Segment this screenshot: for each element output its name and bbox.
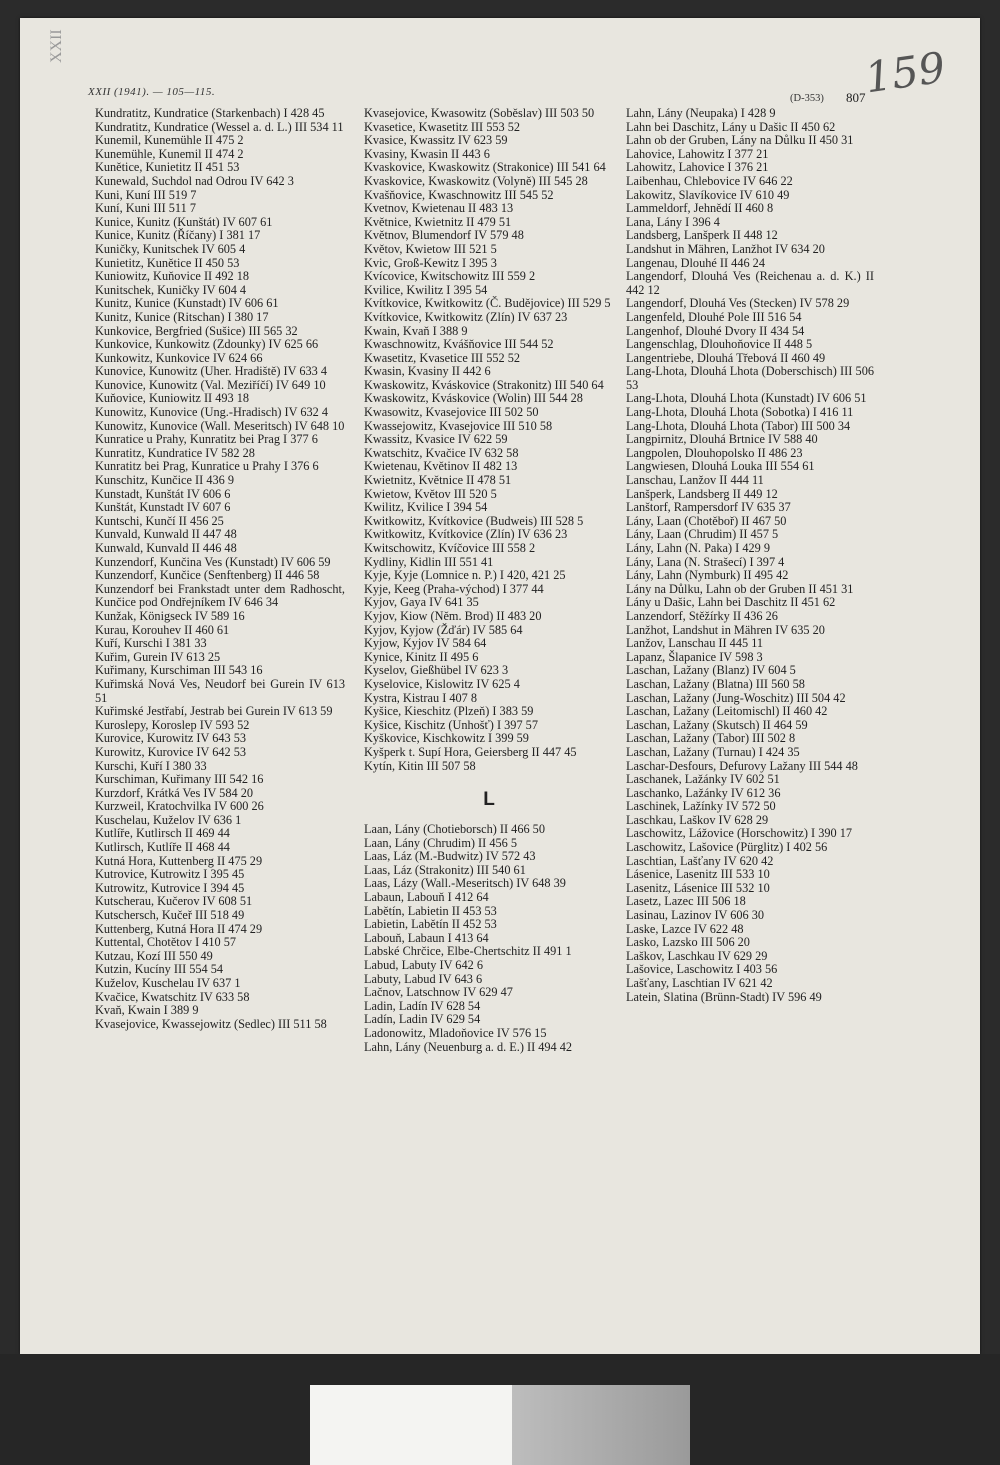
index-entry: Laschan, Lažany (Jung-Woschitz) III 504 42: [626, 690, 846, 705]
index-entry: Labuty, Labud IV 643 6: [364, 971, 483, 986]
index-entry: Kurzdorf, Krátká Ves IV 584 20: [95, 785, 254, 800]
index-entry: Kvic, Groß-Kewitz I 395 3: [364, 255, 497, 270]
index-entry: Kunratice u Prahy, Kunratitz bei Prag I 377 6: [95, 432, 318, 447]
index-entry: Kunratitz bei Prag, Kunratice u Prahy I 376 6: [95, 459, 319, 474]
section-letter: L: [483, 789, 495, 811]
index-entry: Lány, Laan (Chrudim) II 457 5: [626, 527, 779, 542]
index-entry: Laschkau, Laškov IV 628 29: [626, 812, 769, 827]
index-entry: Kwietnitz, Květnice II 478 51: [364, 473, 512, 488]
index-entry: Kunemil, Kunemühle II 475 2: [95, 133, 244, 148]
index-entry: Kyjow, Kyjov IV 584 64: [364, 636, 487, 651]
index-entry: Kunstadt, Kunštát IV 606 6: [95, 486, 231, 501]
index-entry: Kunzendorf, Kunčice (Senftenberg) II 446 58: [95, 568, 320, 583]
index-entry: Laas, Lázy (Wall.-Meseritsch) IV 648 39: [364, 876, 566, 891]
index-entry: Kwasin, Kvasiny II 442 6: [364, 364, 491, 379]
index-entry: Kuří, Kurschi I 381 33: [95, 636, 207, 651]
index-entry: Ladin, Ladín IV 628 54: [364, 998, 481, 1013]
index-entry: Kvasejovice, Kwasowitz (Soběslav) III 503 50: [364, 106, 595, 120]
index-entry: Kvašňovice, Kwaschnowitz III 545 52: [364, 187, 554, 202]
index-entry: Laschar-Desfours, Defurovy Lažany III 544 48: [626, 758, 858, 773]
index-entry: Kurschi, Kuří I 380 33: [95, 758, 207, 773]
index-entry: Langpirnitz, Dlouhá Brtnice IV 588 40: [626, 432, 818, 447]
index-entry: Langentriebe, Dlouhá Třebová II 460 49: [626, 350, 826, 365]
index-entry: Kunovice, Kunowitz (Val. Meziříčí) IV 649 10: [95, 377, 326, 392]
index-entry: Kwain, Kvaň I 388 9: [364, 323, 468, 338]
index-entry: Kuní, Kuni III 511 7: [95, 201, 196, 216]
index-entry: Kwitschowitz, Kvíčovice III 558 2: [364, 541, 536, 555]
index-entry: Kyselovice, Kislowitz IV 625 4: [364, 676, 520, 691]
index-entry: Kutlíře, Kutlirsch II 469 44: [95, 826, 230, 841]
index-entry: Lang-Lhota, Dlouhá Lhota (Kunstadt) IV 606 51: [626, 391, 867, 406]
index-entry: Labud, Labuty IV 642 6: [364, 958, 483, 973]
index-entry: Laas, Láz (M.-Budwitz) IV 572 43: [364, 849, 536, 864]
index-entry: Kuželov, Kuschelau IV 637 1: [95, 976, 241, 990]
index-entry: Kvasejovice, Kwassejowitz (Sedlec) III 511 58: [95, 1016, 327, 1031]
index-entry: Kunitschek, Kuničky IV 604 4: [95, 282, 247, 297]
index-entry: Kvítkovice, Kwitkowitz (Zlín) IV 637 23: [364, 309, 568, 324]
index-entry: Kutná Hora, Kuttenberg II 475 29: [95, 853, 263, 868]
index-entry: Kvasiny, Kwasin II 443 6: [364, 146, 490, 161]
index-entry: Kunemühle, Kunemil II 474 2: [95, 146, 244, 161]
index-entry: Laschan, Lažany (Leitomischl) II 460 42: [626, 704, 828, 719]
index-entry: Laschan, Lažany (Blatna) III 560 58: [626, 676, 805, 691]
index-entry: Laschanko, Lažánky IV 612 36: [626, 785, 781, 800]
column-2: [364, 107, 614, 1054]
index-entry: Kuňovice, Kuniowitz II 493 18: [95, 391, 250, 406]
index-entry: Langwiesen, Dlouhá Louka III 554 61: [626, 459, 815, 474]
index-entry: Laan, Lány (Chrudim) II 456 5: [364, 835, 517, 850]
index-entry: Langpolen, Dlouhopolsko II 486 23: [626, 445, 803, 460]
index-entry: Lány, Lana (N. Strašecí) I 397 4: [626, 554, 785, 569]
index-entry: Kunitz, Kunice (Kunstadt) IV 606 61: [95, 296, 279, 311]
index-entry: Langenschlag, Dlouhoňovice II 448 5: [626, 337, 813, 352]
index-entry: Labietin, Labětín II 452 53: [364, 917, 497, 932]
index-entry: Kurau, Korouhev II 460 61: [95, 622, 230, 637]
index-entry: Kundratitz, Kundratice (Wessel a. d. L.) III 534 11: [95, 119, 344, 134]
index-entry: Kunietitz, Kunětice II 450 53: [95, 255, 240, 270]
index-entry: Lanšperk, Landsberg II 449 12: [626, 486, 778, 501]
index-entry: Kutrovice, Kutrowitz I 395 45: [95, 867, 245, 882]
index-entry: Kundratitz, Kundratice (Starkenbach) I 428 45: [95, 106, 325, 120]
index-entry: Kynice, Kinitz II 495 6: [364, 649, 479, 664]
index-entry: Kvačice, Kwatschitz IV 633 58: [95, 989, 250, 1004]
index-entry: Kurzweil, Kratochvilka IV 600 26: [95, 799, 264, 814]
index-entry: Lahn, Lány (Neupaka) I 428 9: [626, 106, 776, 120]
index-entry: Latein, Slatina (Brünn-Stadt) IV 596 49: [626, 989, 822, 1004]
index-entry: Kwasowitz, Kvasejovice III 502 50: [364, 405, 539, 420]
index-entry: Květov, Kwietow III 521 5: [364, 241, 497, 256]
index-entry: Kurowitz, Kurovice IV 642 53: [95, 744, 247, 759]
index-entry: Laschan, Lažany (Blanz) IV 604 5: [626, 663, 796, 678]
index-entry: Kunzendorf bei Frankstadt unter dem Radhoscht, Kunčice pod Ondřejníkem IV 646 34: [95, 581, 345, 610]
index-entry: Lány u Dašic, Lahn bei Daschitz II 451 62: [626, 595, 836, 610]
index-entry: Kuřimská Nová Ves, Neudorf bei Gurein IV 613 51: [95, 676, 345, 705]
index-entry: Lasko, Lazsko III 506 20: [626, 935, 750, 950]
index-entry: Laškov, Laschkau IV 629 29: [626, 948, 768, 963]
index-entry: Kuntschi, Kunčí II 456 25: [95, 513, 224, 528]
index-entry: Kwaskowitz, Kváskovice (Wolin) III 544 28: [364, 391, 583, 406]
index-entry: Laas, Láz (Strakonitz) III 540 61: [364, 862, 526, 877]
index-entry: Kutrowitz, Kutrovice I 394 45: [95, 880, 245, 895]
index-entry: Květnov, Blumendorf IV 579 48: [364, 228, 524, 243]
index-entry: Kunovice, Kunowitz (Uher. Hradiště) IV 633 4: [95, 364, 327, 379]
index-entry: Kvaskovice, Kwaskowitz (Strakonice) III 541 64: [364, 160, 606, 175]
index-entry: Laschan, Lažany (Turnau) I 424 35: [626, 744, 800, 759]
index-entry: Kyjov, Gaya IV 641 35: [364, 595, 479, 610]
index-entry: Kyšice, Kieschitz (Plzeň) I 383 59: [364, 704, 534, 719]
index-entry: Lahn ob der Gruben, Lány na Důlku II 450 31: [626, 133, 854, 148]
index-entry: Lanžov, Lanschau II 445 11: [626, 636, 764, 651]
index-entry: Labouň, Labaun I 413 64: [364, 930, 489, 945]
index-entry: Kvítkovice, Kwitkowitz (Č. Budějovice) III 529 5: [364, 296, 611, 311]
index-entry: Lang-Lhota, Dlouhá Lhota (Sobotka) I 416 11: [626, 405, 854, 420]
index-entry: Ladonowitz, Mladoňovice IV 576 15: [364, 1026, 547, 1040]
index-entry: Laschowitz, Lážovice (Horschowitz) I 390 17: [626, 826, 853, 841]
index-entry: Kutlirsch, Kutlíře II 468 44: [95, 840, 230, 855]
index-entry: Lány na Důlku, Lahn ob der Gruben II 451 31: [626, 581, 854, 596]
index-entry: Kunštát, Kunstadt IV 607 6: [95, 500, 231, 515]
index-entry: Kuřimany, Kurschiman III 543 16: [95, 663, 263, 678]
index-entry: Kunewald, Suchdol nad Odrou IV 642 3: [95, 173, 294, 188]
index-entry: Lašovice, Laschowitz I 403 56: [626, 962, 778, 977]
index-entry: Lahn, Lány (Neuenburg a. d. E.) II 494 42: [364, 1039, 573, 1054]
index-entry: Kunkowitz, Kunkovice IV 624 66: [95, 350, 263, 365]
index-entry: Kuschelau, Kuželov IV 636 1: [95, 812, 242, 827]
index-entry: Kutzau, Kozí III 550 49: [95, 948, 213, 963]
index-entry: Langendorf, Dlouhá Ves (Stecken) IV 578 29: [626, 296, 850, 311]
index-entry: Lanschau, Lanžov II 444 11: [626, 473, 764, 488]
index-entry: Kwatschitz, Kvačice IV 632 58: [364, 445, 519, 460]
index-entry: Kvaskovice, Kwaskowitz (Volyně) III 545 28: [364, 173, 588, 188]
index-entry: Labaun, Labouň I 412 64: [364, 890, 489, 905]
index-entry: Kuni, Kuní III 519 7: [95, 187, 197, 202]
index-entry: Kuttental, Chotětov I 410 57: [95, 935, 237, 950]
index-entry: Lanžhot, Landshut in Mähren IV 635 20: [626, 622, 825, 637]
index-entry: Kytín, Kitin III 507 58: [364, 758, 476, 773]
calibration-card-white: [310, 1385, 512, 1465]
index-entry: Kyje, Keeg (Praha-východ) I 377 44: [364, 581, 544, 596]
index-entry: Langenhof, Dlouhé Dvory II 434 54: [626, 323, 805, 338]
index-entry: Laschinek, Lažínky IV 572 50: [626, 799, 776, 814]
index-entry: Lašťany, Laschtian IV 621 42: [626, 976, 773, 990]
index-entry: Lány, Laan (Chotěboř) II 467 50: [626, 513, 787, 528]
index-entry: Laschan, Lažany (Skutsch) II 464 59: [626, 717, 808, 732]
index-entry: Lakowitz, Slavíkovice IV 610 49: [626, 187, 790, 202]
index-entry: Kvilice, Kwilitz I 395 54: [364, 282, 488, 297]
index-entry: Kunitz, Kunice (Ritschan) I 380 17: [95, 309, 269, 324]
calibration-card-gray: [512, 1385, 690, 1465]
index-entry: Kurschiman, Kuřimany III 542 16: [95, 772, 264, 787]
index-entry: Kunowitz, Kunovice (Wall. Meseritsch) IV 648 10: [95, 418, 345, 433]
index-entry: Kvasetice, Kwasetitz III 553 52: [364, 119, 521, 134]
index-entry: Laschowitz, Lašovice (Pürglitz) I 402 56: [626, 840, 828, 855]
index-entry: Kunice, Kunitz (Kunštát) IV 607 61: [95, 214, 273, 229]
index-entry: Kvaň, Kwain I 389 9: [95, 1003, 199, 1018]
index-entry: Kunkovice, Kunkowitz (Zdounky) IV 625 66: [95, 337, 319, 352]
index-entry: Kvícovice, Kwitschowitz III 559 2: [364, 269, 536, 284]
index-entry: Kurovice, Kurowitz IV 643 53: [95, 731, 247, 746]
index-entry: Kwaschnowitz, Kvášňovice III 544 52: [364, 337, 554, 352]
index-entry: Lahowitz, Lahovice I 376 21: [626, 160, 769, 175]
index-entry: Kuroslepy, Koroslep IV 593 52: [95, 717, 250, 732]
index-entry: Landsberg, Lanšperk II 448 12: [626, 228, 778, 243]
index-entry: Kutzin, Kucíny III 554 54: [95, 962, 224, 977]
column-3: [626, 107, 874, 1004]
index-entry: Lasenitz, Lásenice III 532 10: [626, 880, 770, 895]
index-entry: Lasinau, Lazinov IV 606 30: [626, 908, 765, 923]
index-entry: Lanštorf, Rampersdorf IV 635 37: [626, 500, 791, 515]
index-entry: Kuttenberg, Kutná Hora II 474 29: [95, 921, 263, 936]
index-entry: Kyjov, Kyjow (Žďár) IV 585 64: [364, 622, 523, 637]
index-entry: Kuniowitz, Kuňovice II 492 18: [95, 269, 250, 284]
index-entry: Laschan, Lažany (Tabor) III 502 8: [626, 731, 796, 746]
index-entry: Kwaskowitz, Kváskovice (Strakonitz) III 540 64: [364, 377, 604, 392]
index-entry: Labské Chrčice, Elbe-Chertschitz II 491 1: [364, 944, 572, 959]
index-entry: Lány, Lahn (N. Paka) I 429 9: [626, 541, 770, 555]
margin-note: XXII: [48, 29, 65, 63]
index-entry: Langendorf, Dlouhá Ves (Reichenau a. d. K.) II 442 12: [626, 269, 874, 297]
index-entry: Kunwald, Kunvald II 446 48: [95, 541, 237, 555]
running-header: XXII (1941). — 105—115.: [88, 86, 216, 98]
index-entry: Lana, Lány I 396 4: [626, 214, 720, 229]
index-entry: Kyškovice, Kischkowitz I 399 59: [364, 731, 529, 746]
index-entry: Lammeldorf, Jehnědí II 460 8: [626, 201, 774, 216]
index-entry: Kunvald, Kunwald II 447 48: [95, 527, 237, 542]
index-entry: Kunzendorf, Kunčina Ves (Kunstadt) IV 606 59: [95, 554, 331, 569]
index-entry: Kwassitz, Kvasice IV 622 59: [364, 432, 508, 447]
index-entry: Kunžak, Königseck IV 589 16: [95, 608, 245, 623]
index-entry: Laschtian, Lašťany IV 620 42: [626, 853, 774, 868]
index-entry: Lány, Lahn (Nymburk) II 495 42: [626, 568, 789, 583]
index-entry: Langenau, Dlouhé II 446 24: [626, 255, 765, 270]
index-entry: Kvasice, Kwassitz IV 623 59: [364, 133, 508, 148]
index-entry: Kunětice, Kunietitz II 451 53: [95, 160, 240, 175]
index-entry: Kyšperk t. Supí Hora, Geiersberg II 447 45: [364, 744, 577, 759]
index-entry: Lásenice, Lasenitz III 533 10: [626, 867, 770, 882]
index-entry: Kwitkowitz, Kvítkovice (Zlín) IV 636 23: [364, 527, 568, 542]
index-entry: Laan, Lány (Chotieborsch) II 466 50: [364, 822, 545, 837]
index-entry: Lahn bei Daschitz, Lány u Dašic II 450 62: [626, 119, 836, 134]
index-entry: Laske, Lazce IV 622 48: [626, 921, 744, 936]
index-entry: Kyjov, Kiow (Něm. Brod) II 483 20: [364, 608, 542, 623]
header-code: (D-353): [790, 93, 824, 104]
index-entry: Lanzendorf, Stěžírky II 436 26: [626, 608, 778, 623]
index-entry: Kunowitz, Kunovice (Ung.-Hradisch) IV 632 4: [95, 405, 329, 420]
index-entry: Kydliny, Kidlin III 551 41: [364, 554, 494, 569]
index-entry: Kwilitz, Kvilice I 394 54: [364, 500, 488, 515]
index-entry: Labětín, Labietin II 453 53: [364, 903, 497, 918]
index-entry: Kunkovice, Bergfried (Sušice) III 565 32: [95, 323, 298, 338]
handwritten-page-number: 159: [861, 42, 949, 103]
index-entry: Kunice, Kunitz (Říčany) I 381 17: [95, 228, 261, 243]
index-entry: Kyje, Kyje (Lomnice n. P.) I 420, 421 25: [364, 568, 566, 583]
index-entry: Kyselov, Gießhübel IV 623 3: [364, 663, 509, 678]
index-entry: Laibenhau, Chlebovice IV 646 22: [626, 173, 793, 188]
index-entry: Lang-Lhota, Dlouhá Lhota (Tabor) III 500 34: [626, 418, 851, 433]
index-entry: Kvetnov, Kwietenau II 483 13: [364, 201, 514, 216]
index-entry: Laschanek, Lažánky IV 602 51: [626, 772, 780, 787]
index-entry: Kwitkowitz, Kvítkovice (Budweis) III 528 5: [364, 513, 584, 528]
index-entry: Kutscherau, Kučerov IV 608 51: [95, 894, 253, 909]
index-entry: Kwassejowitz, Kvasejovice III 510 58: [364, 418, 553, 433]
index-entry: Kuničky, Kunitschek IV 605 4: [95, 241, 246, 256]
index-entry: Ladín, Ladin IV 629 54: [364, 1012, 481, 1027]
index-entry: Langenfeld, Dlouhé Pole III 516 54: [626, 309, 802, 324]
index-entry: Lačnov, Latschnow IV 629 47: [364, 985, 513, 1000]
index-entry: Kwietow, Květov III 520 5: [364, 486, 497, 501]
index-entry: Kwietenau, Květinov II 482 13: [364, 459, 518, 474]
index-entry: Kystra, Kistrau I 407 8: [364, 690, 478, 705]
index-entry: Kunratitz, Kundratice IV 582 28: [95, 445, 255, 460]
index-entry: Kunschitz, Kunčice II 436 9: [95, 473, 234, 488]
index-entry: Lapanz, Šlapanice IV 598 3: [626, 649, 763, 664]
index-entry: Kuřim, Gurein IV 613 25: [95, 649, 221, 664]
index-entry: Lahovice, Lahowitz I 377 21: [626, 146, 769, 161]
index-entry: Lang-Lhota, Dlouhá Lhota (Doberschisch) III 506 53: [626, 364, 874, 392]
column-1: [95, 107, 345, 1031]
index-entry: Kyšice, Kischitz (Unhošť) I 397 57: [364, 717, 538, 732]
index-entry: Lasetz, Lazec III 506 18: [626, 894, 746, 909]
index-entry: Květnice, Kwietnitz II 479 51: [364, 214, 512, 229]
index-entry: Kwasetitz, Kvasetice III 552 52: [364, 350, 521, 365]
index-entry: Landshut in Mähren, Lanžhot IV 634 20: [626, 241, 825, 256]
page-number: 807: [846, 90, 866, 105]
index-entry: Kuřimské Jestřabí, Jestrab bei Gurein IV 613 59: [95, 704, 333, 719]
index-entry: Kutschersch, Kučeř III 518 49: [95, 908, 245, 923]
